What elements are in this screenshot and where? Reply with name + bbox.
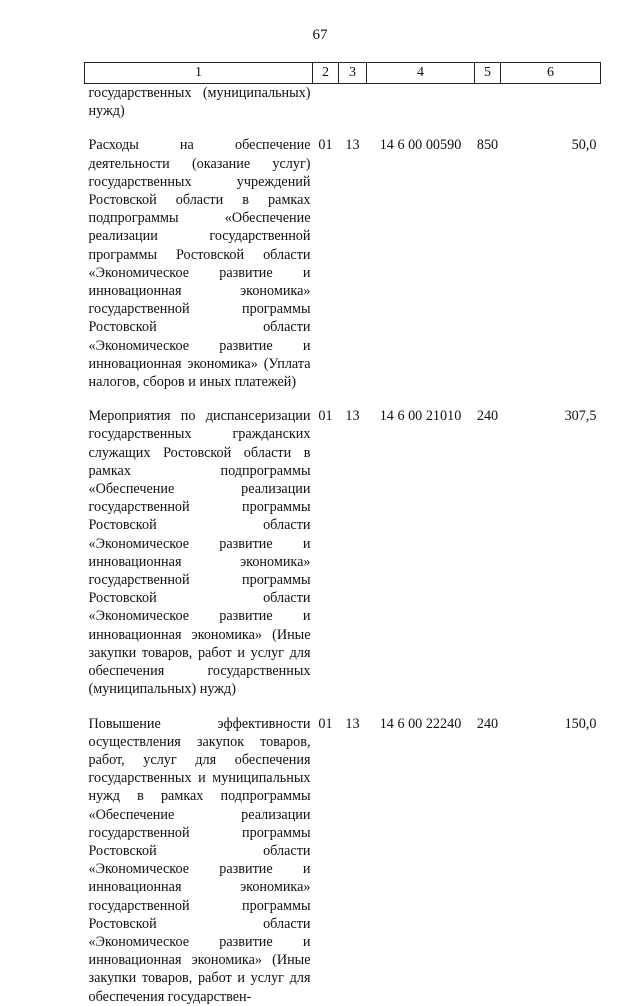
cell-section: 01: [318, 408, 333, 425]
cell-subsection: 13: [345, 408, 360, 425]
cell-amount: [501, 84, 601, 121]
cell-target-article: 14 6 00 22240: [379, 715, 462, 732]
table-row: [85, 715, 601, 1006]
budget-table: [84, 62, 601, 1006]
column-header: 4: [367, 63, 475, 84]
table-row: [85, 84, 601, 121]
row-description: государственных (муниципальных) нужд): [88, 85, 311, 120]
row-description: Повышение эффективности осуществления закупок товаров, работ, услуг для обеспечения государственных и муниципальных нужд в рамках подпрограммы «Обеспечение реализации государственной программы Ростовской области «Экономическое развитие и инновационная экономика» государственной программы Ростовской области «Экономическое развитие и инновационная экономика» (Иные закупки товаров, работ и услуг для обеспечения государствен-: [88, 715, 311, 1005]
column-header: 5: [475, 63, 501, 84]
page-number: 67: [312, 27, 328, 43]
column-header: 3: [339, 63, 367, 84]
row-spacer: [85, 391, 601, 407]
cell-expense-type: 240: [476, 408, 499, 425]
cell-section: 01: [318, 715, 333, 732]
column-header: 6: [501, 63, 601, 84]
cell-section: 01: [318, 137, 333, 154]
row-description: Расходы на обеспечение деятельности (оказание услуг) государственных учреждений Ростовской области в рамках подпрограммы «Обеспечение реализации государственной программы Ростовской области «Экономическое развитие и инновационная экономика» государственной программы Ростовской области «Экономическое развитие и инновационная экономика» (Уплата налогов, сборов и иных платежей): [88, 137, 311, 391]
column-header: 1: [85, 63, 313, 84]
cell-expense-type: [475, 84, 501, 121]
table-row: [85, 136, 601, 391]
table-header-row: [85, 63, 601, 84]
row-spacer: [85, 699, 601, 715]
cell-subsection: 13: [345, 715, 360, 732]
cell-subsection: 13: [345, 137, 360, 154]
row-description: Мероприятия по диспансеризации государственных гражданских служащих Ростовской области в рамках подпрограммы «Обеспечение реализации государственной программы Ростовской области «Экономическое развитие и инновационная экономика» государственной программы Ростовской области «Экономическое развитие и инновационная экономика» (Иные закупки товаров, работ и услуг для обеспечения государственных (муниципальных) нужд): [88, 408, 311, 698]
cell-amount: 150,0: [564, 715, 597, 732]
cell-expense-type: 240: [476, 715, 499, 732]
cell-target-article: 14 6 00 21010: [379, 408, 462, 425]
cell-target-article: [367, 84, 475, 121]
cell-subsection: [339, 84, 367, 121]
row-spacer: [85, 120, 601, 136]
cell-amount: 307,5: [564, 408, 597, 425]
table-row: [85, 407, 601, 698]
column-header: 2: [313, 63, 339, 84]
cell-expense-type: 850: [476, 137, 499, 154]
cell-amount: 50,0: [571, 137, 597, 154]
cell-target-article: 14 6 00 00590: [379, 137, 462, 154]
cell-section: [313, 84, 339, 121]
